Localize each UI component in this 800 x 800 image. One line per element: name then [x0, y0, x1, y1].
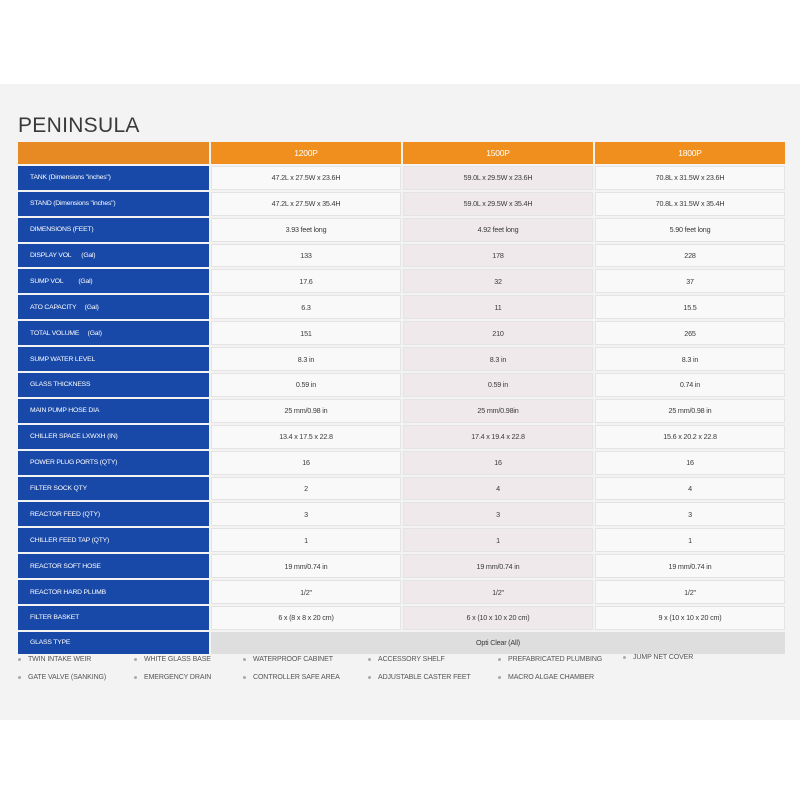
- bullet-icon: [134, 676, 137, 679]
- table-cell: 16: [595, 451, 785, 475]
- row-label: POWER PLUG PORTS (QTY): [18, 451, 209, 475]
- table-cell: 8.3 in: [403, 347, 593, 371]
- row-label: CHILLER FEED TAP (QTY): [18, 528, 209, 552]
- bullet-icon: [368, 676, 371, 679]
- table-cell: 11: [403, 295, 593, 319]
- bullet-icon: [243, 676, 246, 679]
- feature-label: ADJUSTABLE CASTER FEET: [378, 674, 471, 681]
- feature-label: TWIN INTAKE WEIR: [28, 656, 92, 663]
- feature-item: [134, 656, 211, 663]
- table-cell: 47.2L x 27.5W x 23.6H: [211, 166, 401, 190]
- table-cell: 70.8L x 31.5W x 23.6H: [595, 166, 785, 190]
- table-cell: 4: [403, 477, 593, 501]
- row-label: MAIN PUMP HOSE DIA: [18, 399, 209, 423]
- header-corner: [18, 142, 209, 164]
- table-cell: 13.4 x 17.5 x 22.8: [211, 425, 401, 449]
- feature-label: WATERPROOF CABINET: [253, 656, 333, 663]
- table-cell: 16: [211, 451, 401, 475]
- table-cell: 265: [595, 321, 785, 345]
- table-cell: 0.59 in: [211, 373, 401, 397]
- feature-item: [623, 654, 693, 661]
- feature-label: CONTROLLER SAFE AREA: [253, 674, 340, 681]
- table-cell: 3: [403, 502, 593, 526]
- table-cell: 17.6: [211, 269, 401, 293]
- table-row: [18, 554, 785, 578]
- table-row: [18, 477, 785, 501]
- table-cell: 70.8L x 31.5W x 35.4H: [595, 192, 785, 216]
- table-cell: 25 mm/0.98in: [403, 399, 593, 423]
- table-cell: 8.3 in: [211, 347, 401, 371]
- table-cell: 25 mm/0.98 in: [595, 399, 785, 423]
- table-cell: 210: [403, 321, 593, 345]
- table-cell: 0.59 in: [403, 373, 593, 397]
- table-row: [18, 451, 785, 475]
- row-label: FILTER SOCK QTY: [18, 477, 209, 501]
- page-title: PENINSULA: [18, 114, 140, 137]
- table-row: [18, 606, 785, 630]
- feature-item: [243, 656, 333, 663]
- table-cell: 1: [211, 528, 401, 552]
- table-cell: 1/2": [211, 580, 401, 604]
- column-header-1800p: 1800P: [595, 142, 785, 164]
- feature-item: [368, 656, 445, 663]
- row-label: SUMP VOL (Gal): [18, 269, 209, 293]
- column-header-1200p: 1200P: [211, 142, 401, 164]
- table-cell: 4: [595, 477, 785, 501]
- row-label: CHILLER SPACE LXWXH (IN): [18, 425, 209, 449]
- row-label: TANK (Dimensions "inches"): [18, 166, 209, 190]
- table-cell: 15.5: [595, 295, 785, 319]
- table-cell: 25 mm/0.98 in: [211, 399, 401, 423]
- table-cell: 19 mm/0.74 in: [595, 554, 785, 578]
- feature-item: [243, 674, 340, 681]
- table-cell: 16: [403, 451, 593, 475]
- table-row: [18, 295, 785, 319]
- table-cell: 2: [211, 477, 401, 501]
- feature-label: PREFABRICATED PLUMBING: [508, 656, 603, 663]
- table-cell: 6.3: [211, 295, 401, 319]
- row-label: DIMENSIONS (FEET): [18, 218, 209, 242]
- feature-label: MACRO ALGAE CHAMBER: [508, 674, 595, 681]
- table-row: [18, 425, 785, 449]
- feature-item: [18, 656, 91, 663]
- table-row: [18, 321, 785, 345]
- table-cell: 178: [403, 244, 593, 268]
- table-cell: 133: [211, 244, 401, 268]
- table-cell: 1/2": [403, 580, 593, 604]
- feature-list: [18, 656, 718, 692]
- bullet-icon: [623, 656, 626, 659]
- bullet-icon: [498, 676, 501, 679]
- feature-item: [368, 674, 471, 681]
- table-cell: 6 x (10 x 10 x 20 cm): [403, 606, 593, 630]
- table-cell: 59.0L x 29.5W x 35.4H: [403, 192, 593, 216]
- row-label: ATO CAPACITY (Gal): [18, 295, 209, 319]
- table-cell: 19 mm/0.74 in: [211, 554, 401, 578]
- table-cell: 19 mm/0.74 in: [403, 554, 593, 578]
- feature-item: [18, 674, 106, 681]
- table-row: [18, 580, 785, 604]
- row-label: GLASS THICKNESS: [18, 373, 209, 397]
- feature-label: WHITE GLASS BASE: [144, 656, 211, 663]
- feature-item: [498, 656, 602, 663]
- table-cell: 37: [595, 269, 785, 293]
- table-cell: 32: [403, 269, 593, 293]
- row-label: REACTOR SOFT HOSE: [18, 554, 209, 578]
- table-row: [18, 166, 785, 190]
- row-label: STAND (Dimensions "inches"): [18, 192, 209, 216]
- table-cell: 4.92 feet long: [403, 218, 593, 242]
- row-label: GLASS TYPE: [18, 632, 209, 654]
- table-row: [18, 373, 785, 397]
- row-label: TOTAL VOLUME (Gal): [18, 321, 209, 345]
- table-cell: 6 x (8 x 8 x 20 cm): [211, 606, 401, 630]
- table-cell: 9 x (10 x 10 x 20 cm): [595, 606, 785, 630]
- table-header-row: [18, 142, 785, 164]
- table-row: [18, 528, 785, 552]
- column-header-1500p: 1500P: [403, 142, 593, 164]
- table-cell: 5.90 feet long: [595, 218, 785, 242]
- feature-item: [498, 674, 594, 681]
- spec-table: [16, 140, 787, 656]
- table-cell: 1: [595, 528, 785, 552]
- table-row: [18, 192, 785, 216]
- bullet-icon: [498, 658, 501, 661]
- table-row-glass-type: [18, 632, 785, 654]
- table-cell: 17.4 x 19.4 x 22.8: [403, 425, 593, 449]
- table-cell: 3: [595, 502, 785, 526]
- feature-item: [134, 674, 211, 681]
- bullet-icon: [368, 658, 371, 661]
- bullet-icon: [18, 658, 21, 661]
- table-cell: 1/2": [595, 580, 785, 604]
- table-cell: 8.3 in: [595, 347, 785, 371]
- table-cell: 228: [595, 244, 785, 268]
- table-row: [18, 218, 785, 242]
- table-cell: 47.2L x 27.5W x 35.4H: [211, 192, 401, 216]
- bullet-icon: [134, 658, 137, 661]
- table-cell: 1: [403, 528, 593, 552]
- bullet-icon: [18, 676, 21, 679]
- table-cell: 59.0L x 29.5W x 23.6H: [403, 166, 593, 190]
- row-label: REACTOR FEED (QTY): [18, 502, 209, 526]
- table-row: [18, 269, 785, 293]
- table-row: [18, 244, 785, 268]
- feature-label: ACCESSORY SHELF: [378, 656, 445, 663]
- feature-label: GATE VALVE (SANKING): [28, 674, 107, 681]
- table-row: [18, 347, 785, 371]
- row-label: REACTOR HARD PLUMB: [18, 580, 209, 604]
- table-cell: 151: [211, 321, 401, 345]
- feature-label: EMERGENCY DRAIN: [144, 674, 212, 681]
- table-row: [18, 502, 785, 526]
- table-row: [18, 399, 785, 423]
- table-cell: 3.93 feet long: [211, 218, 401, 242]
- row-label: DISPLAY VOL (Gal): [18, 244, 209, 268]
- glass-type-value: Opti Clear (All): [211, 632, 785, 654]
- bullet-icon: [243, 658, 246, 661]
- row-label: FILTER BASKET: [18, 606, 209, 630]
- row-label: SUMP WATER LEVEL: [18, 347, 209, 371]
- table-cell: 15.6 x 20.2 x 22.8: [595, 425, 785, 449]
- table-cell: 3: [211, 502, 401, 526]
- table-cell: 0.74 in: [595, 373, 785, 397]
- feature-label: JUMP NET COVER: [633, 654, 694, 661]
